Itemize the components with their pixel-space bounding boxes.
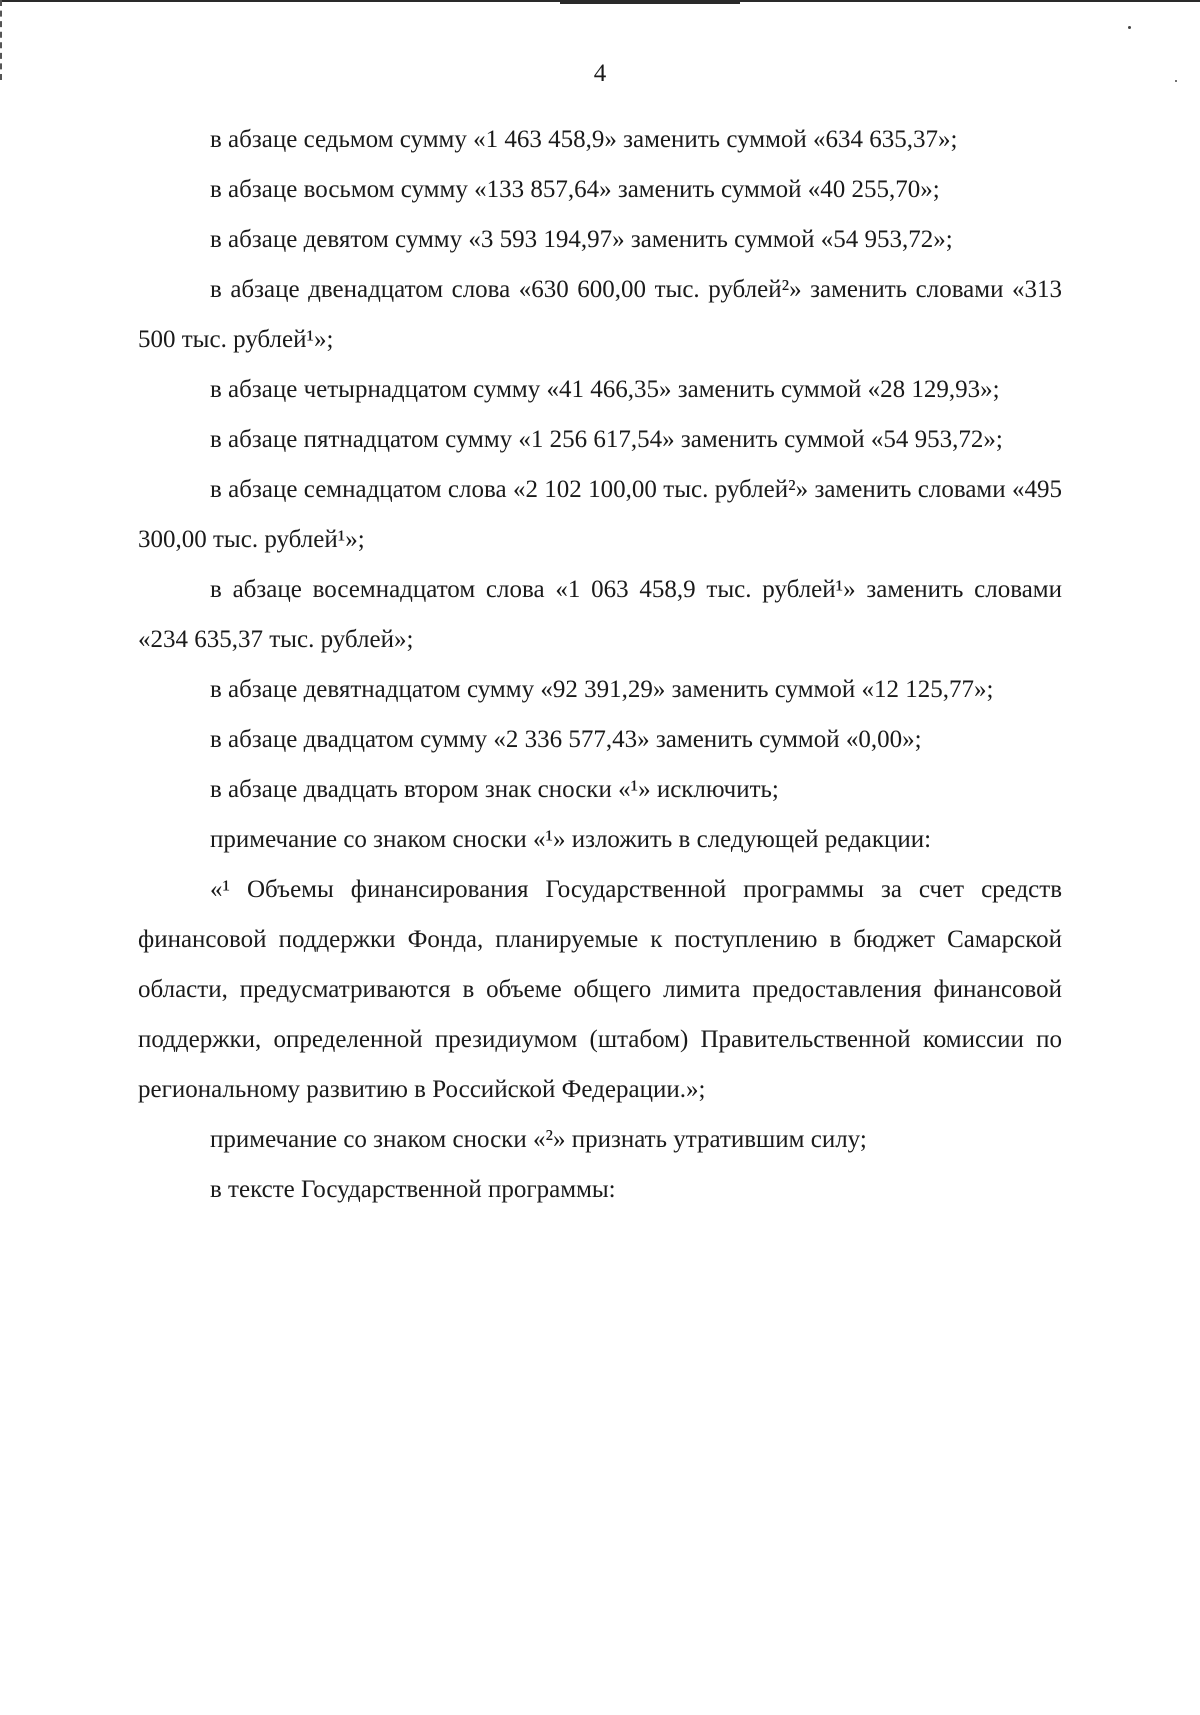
paragraph: в абзаце двенадцатом слова «630 600,00 тыс. рублей²» заменить словами «313 500 тыс. рублей¹»; — [138, 276, 1062, 353]
paragraph: в абзаце семнадцатом слова «2 102 100,00 тыс. рублей²» заменить словами «495 300,00 тыс. рублей¹»; — [138, 476, 1062, 553]
paragraph: в абзаце девятнадцатом сумму «92 391,29» заменить суммой «12 125,77»; — [210, 676, 994, 703]
paragraph: примечание со знаком сноски «²» признать утратившим силу; — [210, 1126, 867, 1153]
paragraph: в абзаце двадцатом сумму «2 336 577,43» заменить суммой «0,00»; — [210, 726, 922, 753]
paragraph: в абзаце четырнадцатом сумму «41 466,35» заменить суммой «28 129,93»; — [210, 376, 1000, 403]
paragraph: примечание со знаком сноски «¹» изложить в следующей редакции: — [210, 826, 932, 853]
paragraph: в абзаце пятнадцатом сумму «1 256 617,54» заменить суммой «54 953,72»; — [210, 426, 1003, 453]
paragraph: в абзаце восьмом сумму «133 857,64» заменить суммой «40 255,70»; — [210, 176, 940, 203]
paragraph: в абзаце девятом сумму «3 593 194,97» заменить суммой «54 953,72»; — [210, 226, 953, 253]
scan-top-mark — [560, 0, 740, 4]
scan-speck — [1128, 26, 1131, 29]
paragraph: в тексте Государственной программы: — [210, 1176, 616, 1203]
paragraph: «¹ Объемы финансирования Государственной программы за счет средств финансовой поддержки Фонда, планируемые к поступлению в бюджет Самарской области, предусматриваются в объеме общего лимита предоставления финансовой поддержки, определенной президиумом (штабом) Правительственной комиссии по региональному развитию в Российской Федерации.»; — [138, 876, 1062, 1103]
document-body — [138, 115, 1062, 1215]
paragraph: в абзаце двадцать втором знак сноски «¹» исключить; — [210, 776, 779, 803]
page-number: 4 — [593, 60, 607, 87]
paragraph: в абзаце седьмом сумму «1 463 458,9» заменить суммой «634 635,37»; — [210, 126, 958, 153]
paragraph: в абзаце восемнадцатом слова «1 063 458,9 тыс. рублей¹» заменить словами «234 635,37 тыс. рублей»; — [138, 576, 1062, 653]
